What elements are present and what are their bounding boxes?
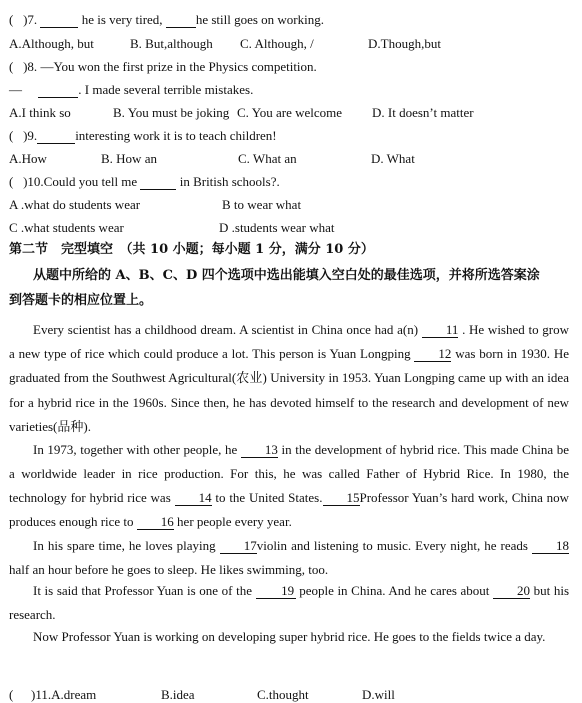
q7-blank-2[interactable] [166,13,196,28]
passage-paragraph-4 [9,579,569,627]
p3-text-c: half an hour before he goes to sleep. He likes swimming, too. [9,562,329,577]
q9-blank[interactable] [37,129,75,144]
p4-text-b: people in China. And he cares about [299,583,490,598]
q7-option-d[interactable]: D.Though,but [368,36,441,51]
question-10 [9,174,280,190]
blank-16[interactable]: 16 [137,515,174,530]
p1-text-c: was born in 1930. He graduated from the Southwest Agricultural( [9,346,570,385]
passage-paragraph-3 [9,534,569,582]
q8-options [9,105,569,121]
q7-option-b[interactable]: B. But,although [130,36,213,51]
question-8 [9,59,317,75]
q8-option-d[interactable]: D. It doesn’t matter [372,105,474,120]
q8-blank[interactable] [38,83,78,98]
q9-option-a[interactable]: A.How [9,151,47,166]
question-9 [9,128,277,144]
q8-reply: . I made several terrible mistakes. [78,82,254,97]
q8-number: )8. [23,59,38,74]
q10-option-a[interactable]: A .what do students wear [9,197,141,212]
q11-paren: ( [9,687,14,702]
section-title: 第二节 完型填空 （共 10 小题；每小题 1 分，满分 10 分） [9,242,374,257]
q9-paren: ( [9,128,14,143]
q8-stem: —You won the first prize in the Physics competition. [40,59,317,74]
q7-option-c[interactable]: C. Although, / [240,36,314,51]
passage-paragraph-1 [9,318,569,440]
blank-20[interactable]: 20 [493,584,530,599]
p3-text-a: In his spare time, he loves playing [33,538,216,553]
blank-13[interactable]: 13 [241,443,278,458]
q8-option-b[interactable]: B. You must be joking [113,105,230,120]
q10-tail: in British schools?. [179,174,280,189]
p3-text-b: violin and listening to music. Every night, he reads [256,538,528,553]
q11-option-d[interactable]: D.will [362,687,395,702]
q10-options-row2 [9,220,569,236]
q10-option-c[interactable]: C .what students wear [9,220,124,235]
q8-dash: — [9,82,22,97]
passage-paragraph-5: Now Professor Yuan is working on developing super hybrid rice. He goes to the fields twice a day. [33,629,546,644]
blank-18[interactable]: 18 [532,539,569,554]
p4-text-a: It is said that Professor Yuan is one of the [33,583,252,598]
p2-text-a: In 1973, together with other people, he [33,442,238,457]
q9-option-c[interactable]: C. What an [238,151,297,166]
q9-options [9,151,569,167]
section-instruction-1: 从题中所给的 A、B、C、D 四个选项中选出能填入空白处的最佳选项，并将所选答案涂 [33,268,540,283]
q9-number: )9. [23,128,38,143]
q11-option-a[interactable]: )11.A.dream [31,687,97,702]
q7-options [9,36,569,52]
q7-paren: ( [9,12,14,27]
q9-option-b[interactable]: B. How an [101,151,157,166]
q10-paren: ( [9,174,14,189]
p4-text-c: but his research. [9,583,570,622]
q8-paren: ( [9,59,14,74]
q10-option-b[interactable]: B to wear what [222,197,302,212]
blank-17[interactable]: 17 [220,539,257,554]
q8-reply-line [9,82,253,98]
q10-options-row1 [9,197,569,213]
q7-part2: he still goes on working. [195,12,324,27]
p1-text-d: ) University in 1953. Yuan Longping came up with an idea for a hybrid rice in the 1960s. Since then, he has devoted himself to the research and development of new varieties( [9,370,569,434]
q8-option-c[interactable]: C. You are welcome [237,105,343,120]
p1-text-a: Every scientist has a childhood dream. A scientist in China once had a(n) [33,322,419,337]
q11-option-b[interactable]: B.idea [161,687,195,702]
q9-stem: interesting work it is to teach children! [75,128,277,143]
q10-stem: )10.Could you tell me [23,174,138,189]
blank-19[interactable]: 19 [256,584,296,599]
q7-number: )7. [23,12,38,27]
p1-chinese-gloss-2: 品种 [57,420,84,435]
q7-blank-1[interactable] [40,13,78,28]
q10-option-d[interactable]: D .students wear what [219,220,335,235]
p2-text-b: in the development of hybrid rice. This made China be a worldwide leader in rice production. For this, he was called Father of Hybrid Rice. In 1980, the technology for hybrid rice was [9,442,569,505]
blank-14[interactable]: 14 [175,491,212,506]
p1-text-e: ). [83,419,91,434]
blank-11[interactable]: 11 [422,323,459,338]
p2-text-c: to the United States. [215,490,323,505]
q10-blank[interactable] [140,175,176,190]
blank-15[interactable]: 15 [323,491,360,506]
q9-option-d[interactable]: D. What [371,151,415,166]
q7-option-a[interactable]: A.Although, but [9,36,94,51]
q7-part1: he is very tired, [81,12,163,27]
p1-chinese-gloss-1: 农业 [236,371,263,386]
q11-option-c[interactable]: C.thought [257,687,309,702]
p2-text-d: Professor Yuan’s hard work, China now produces enough rice to [9,490,570,529]
q8-option-a[interactable]: A.I think so [9,105,71,120]
p2-text-e: her people every year. [177,514,292,529]
section-instruction-2: 到答题卡的相应位置上。 [9,293,153,308]
passage-paragraph-2 [9,438,569,534]
question-7 [9,12,324,28]
p1-text-b: . He wished to grow a new type of rice which could produce a lot. This person is Yuan Longping [9,322,570,361]
blank-12[interactable]: 12 [414,347,451,362]
